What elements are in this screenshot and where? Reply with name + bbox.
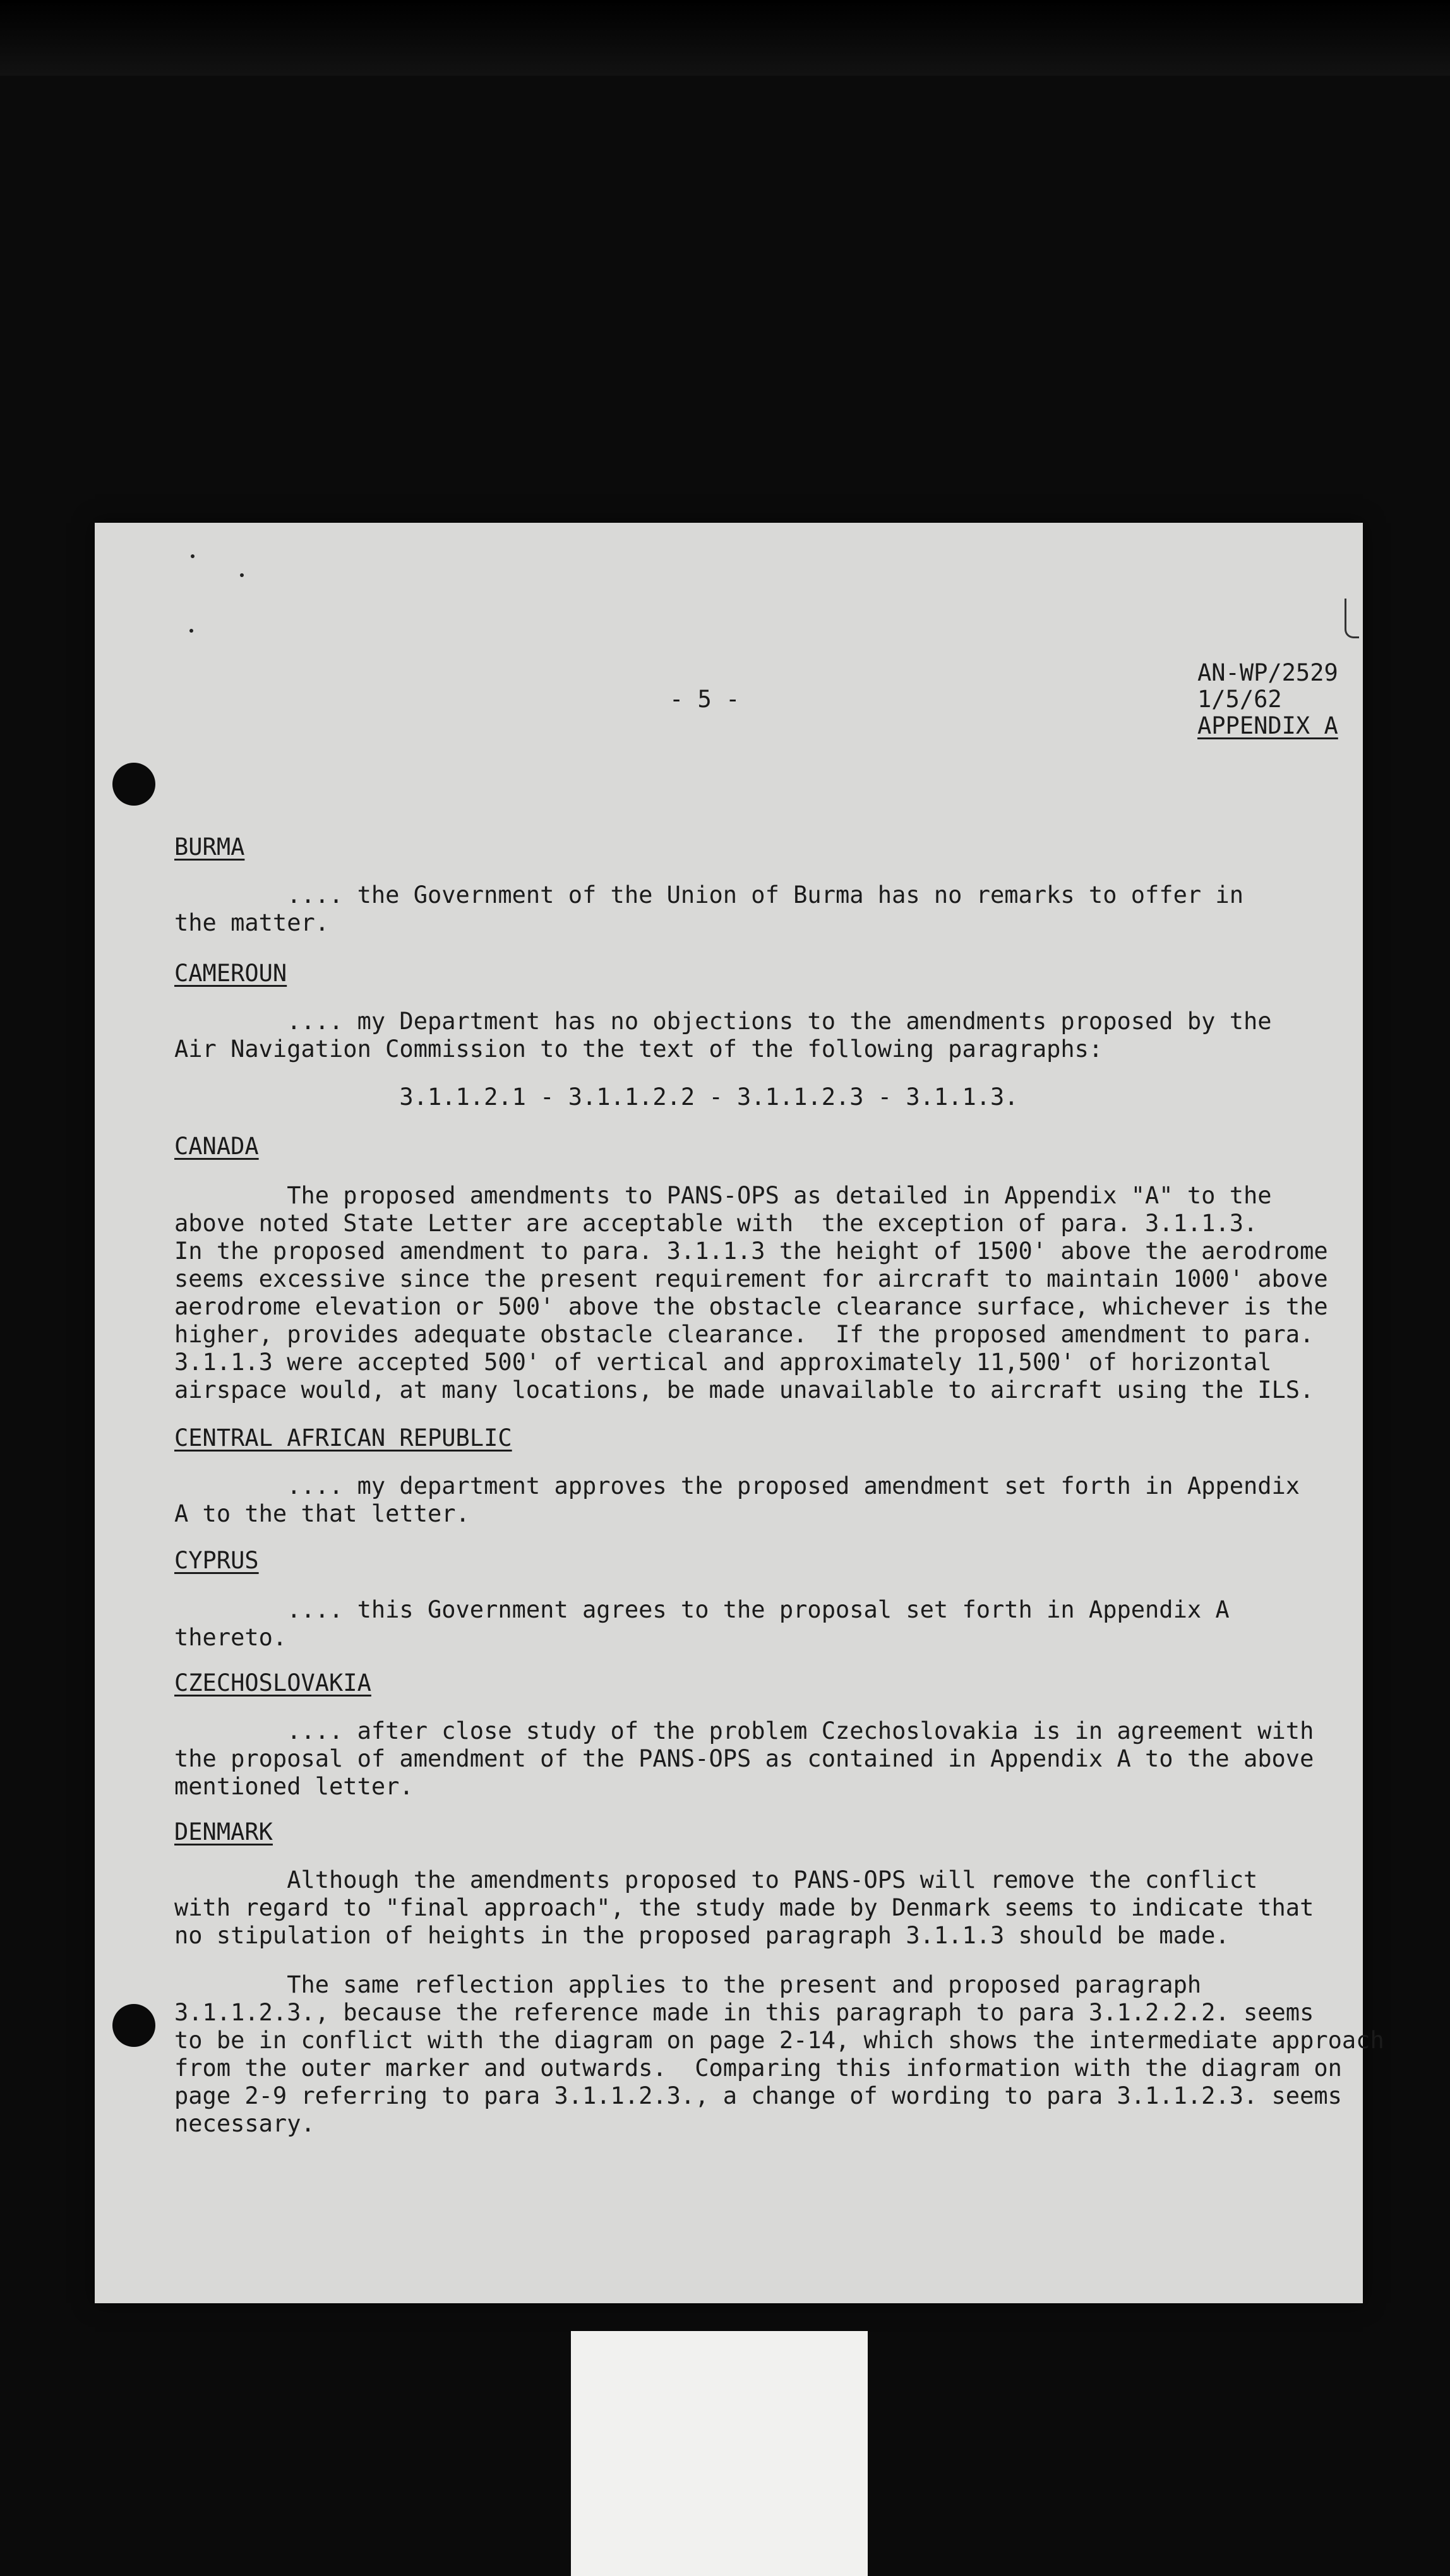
section-cameroun-paragraph-list: 3.1.1.2.1 - 3.1.1.2.2 - 3.1.1.2.3 - 3.1.1.3. (174, 1083, 1019, 1111)
section-canada-line: airspace would, at many locations, be made unavailable to aircraft using the ILS. (174, 1376, 1314, 1404)
section-cyprus-line: .... this Government agrees to the proposal set forth in Appendix A (174, 1596, 1230, 1623)
punch-hole-top (112, 763, 155, 806)
speck (191, 554, 195, 558)
section-canada-line: above noted State Letter are acceptable with the exception of para. 3.1.1.3. (174, 1210, 1258, 1237)
section-car-line: .... my department approves the proposed amendment set forth in Appendix (174, 1472, 1300, 1500)
film-border (0, 0, 1450, 76)
section-canada-line: aerodrome elevation or 500' above the obstacle clearance surface, whichever is the (174, 1293, 1328, 1320)
section-canada-line: In the proposed amendment to para. 3.1.1.3 the height of 1500' above the aerodrome (174, 1237, 1328, 1265)
section-heading-czechoslovakia: CZECHOSLOVAKIA (174, 1669, 371, 1696)
section-cameroun-line: .... my Department has no objections to the amendments proposed by the (174, 1008, 1272, 1035)
section-burma-line: .... the Government of the Union of Burma has no remarks to offer in (174, 881, 1243, 909)
section-czechoslovakia-line: the proposal of amendment of the PANS-OPS as contained in Appendix A to the above (174, 1745, 1314, 1772)
doc-date: 1/5/62 (1197, 686, 1282, 713)
section-heading-burma: BURMA (174, 833, 245, 861)
section-denmark-line: page 2-9 referring to para 3.1.1.2.3., a change of wording to para 3.1.1.2.3. seems (174, 2082, 1342, 2109)
section-denmark-line: to be in conflict with the diagram on page 2-14, which shows the intermediate approach (174, 2027, 1384, 2054)
section-canada-line: 3.1.1.3 were accepted 500' of vertical and approximately 11,500' of horizontal (174, 1349, 1272, 1376)
section-canada-line: higher, provides adequate obstacle clearance. If the proposed amendment to para. (174, 1321, 1314, 1348)
appendix-label: APPENDIX A (1197, 712, 1338, 739)
margin-mark (1345, 599, 1359, 638)
section-cyprus-line: thereto. (174, 1624, 287, 1651)
speck (189, 629, 193, 633)
section-denmark-line: with regard to "final approach", the study made by Denmark seems to indicate that (174, 1894, 1314, 1921)
page-number: - 5 - (669, 686, 740, 713)
doc-ref: AN-WP/2529 (1197, 659, 1338, 686)
section-denmark-line: necessary. (174, 2110, 315, 2137)
section-canada-line: The proposed amendments to PANS-OPS as detailed in Appendix "A" to the (174, 1182, 1272, 1209)
section-heading-denmark: DENMARK (174, 1818, 273, 1846)
section-cameroun-line: Air Navigation Commission to the text of the following paragraphs: (174, 1035, 1103, 1063)
document-page (95, 523, 1384, 2303)
section-denmark-line: 3.1.1.2.3., because the reference made in this paragraph to para 3.1.2.2.2. seems (174, 1999, 1314, 2026)
section-heading-cyprus: CYPRUS (174, 1547, 259, 1574)
section-car-line: A to the that letter. (174, 1500, 470, 1527)
section-denmark-line: no stipulation of heights in the proposed paragraph 3.1.1.3 should be made. (174, 1922, 1230, 1949)
section-heading-cameroun: CAMEROUN (174, 960, 287, 987)
section-denmark-line: from the outer marker and outwards. Comparing this information with the diagram on (174, 2054, 1342, 2082)
section-denmark-line: The same reflection applies to the present and proposed paragraph (174, 1971, 1202, 1998)
film-label-blank (571, 2331, 868, 2576)
section-heading-canada: CANADA (174, 1133, 259, 1160)
punch-hole-bottom (112, 2004, 155, 2047)
section-canada-line: seems excessive since the present requirement for aircraft to maintain 1000' above (174, 1265, 1328, 1292)
section-burma-line: the matter. (174, 909, 330, 936)
section-czechoslovakia-line: mentioned letter. (174, 1773, 414, 1800)
section-denmark-line: Although the amendments proposed to PANS-OPS will remove the conflict (174, 1866, 1258, 1893)
speck (240, 573, 244, 577)
section-czechoslovakia-line: .... after close study of the problem Czechoslovakia is in agreement with (174, 1717, 1314, 1744)
section-heading-car: CENTRAL AFRICAN REPUBLIC (174, 1424, 512, 1452)
